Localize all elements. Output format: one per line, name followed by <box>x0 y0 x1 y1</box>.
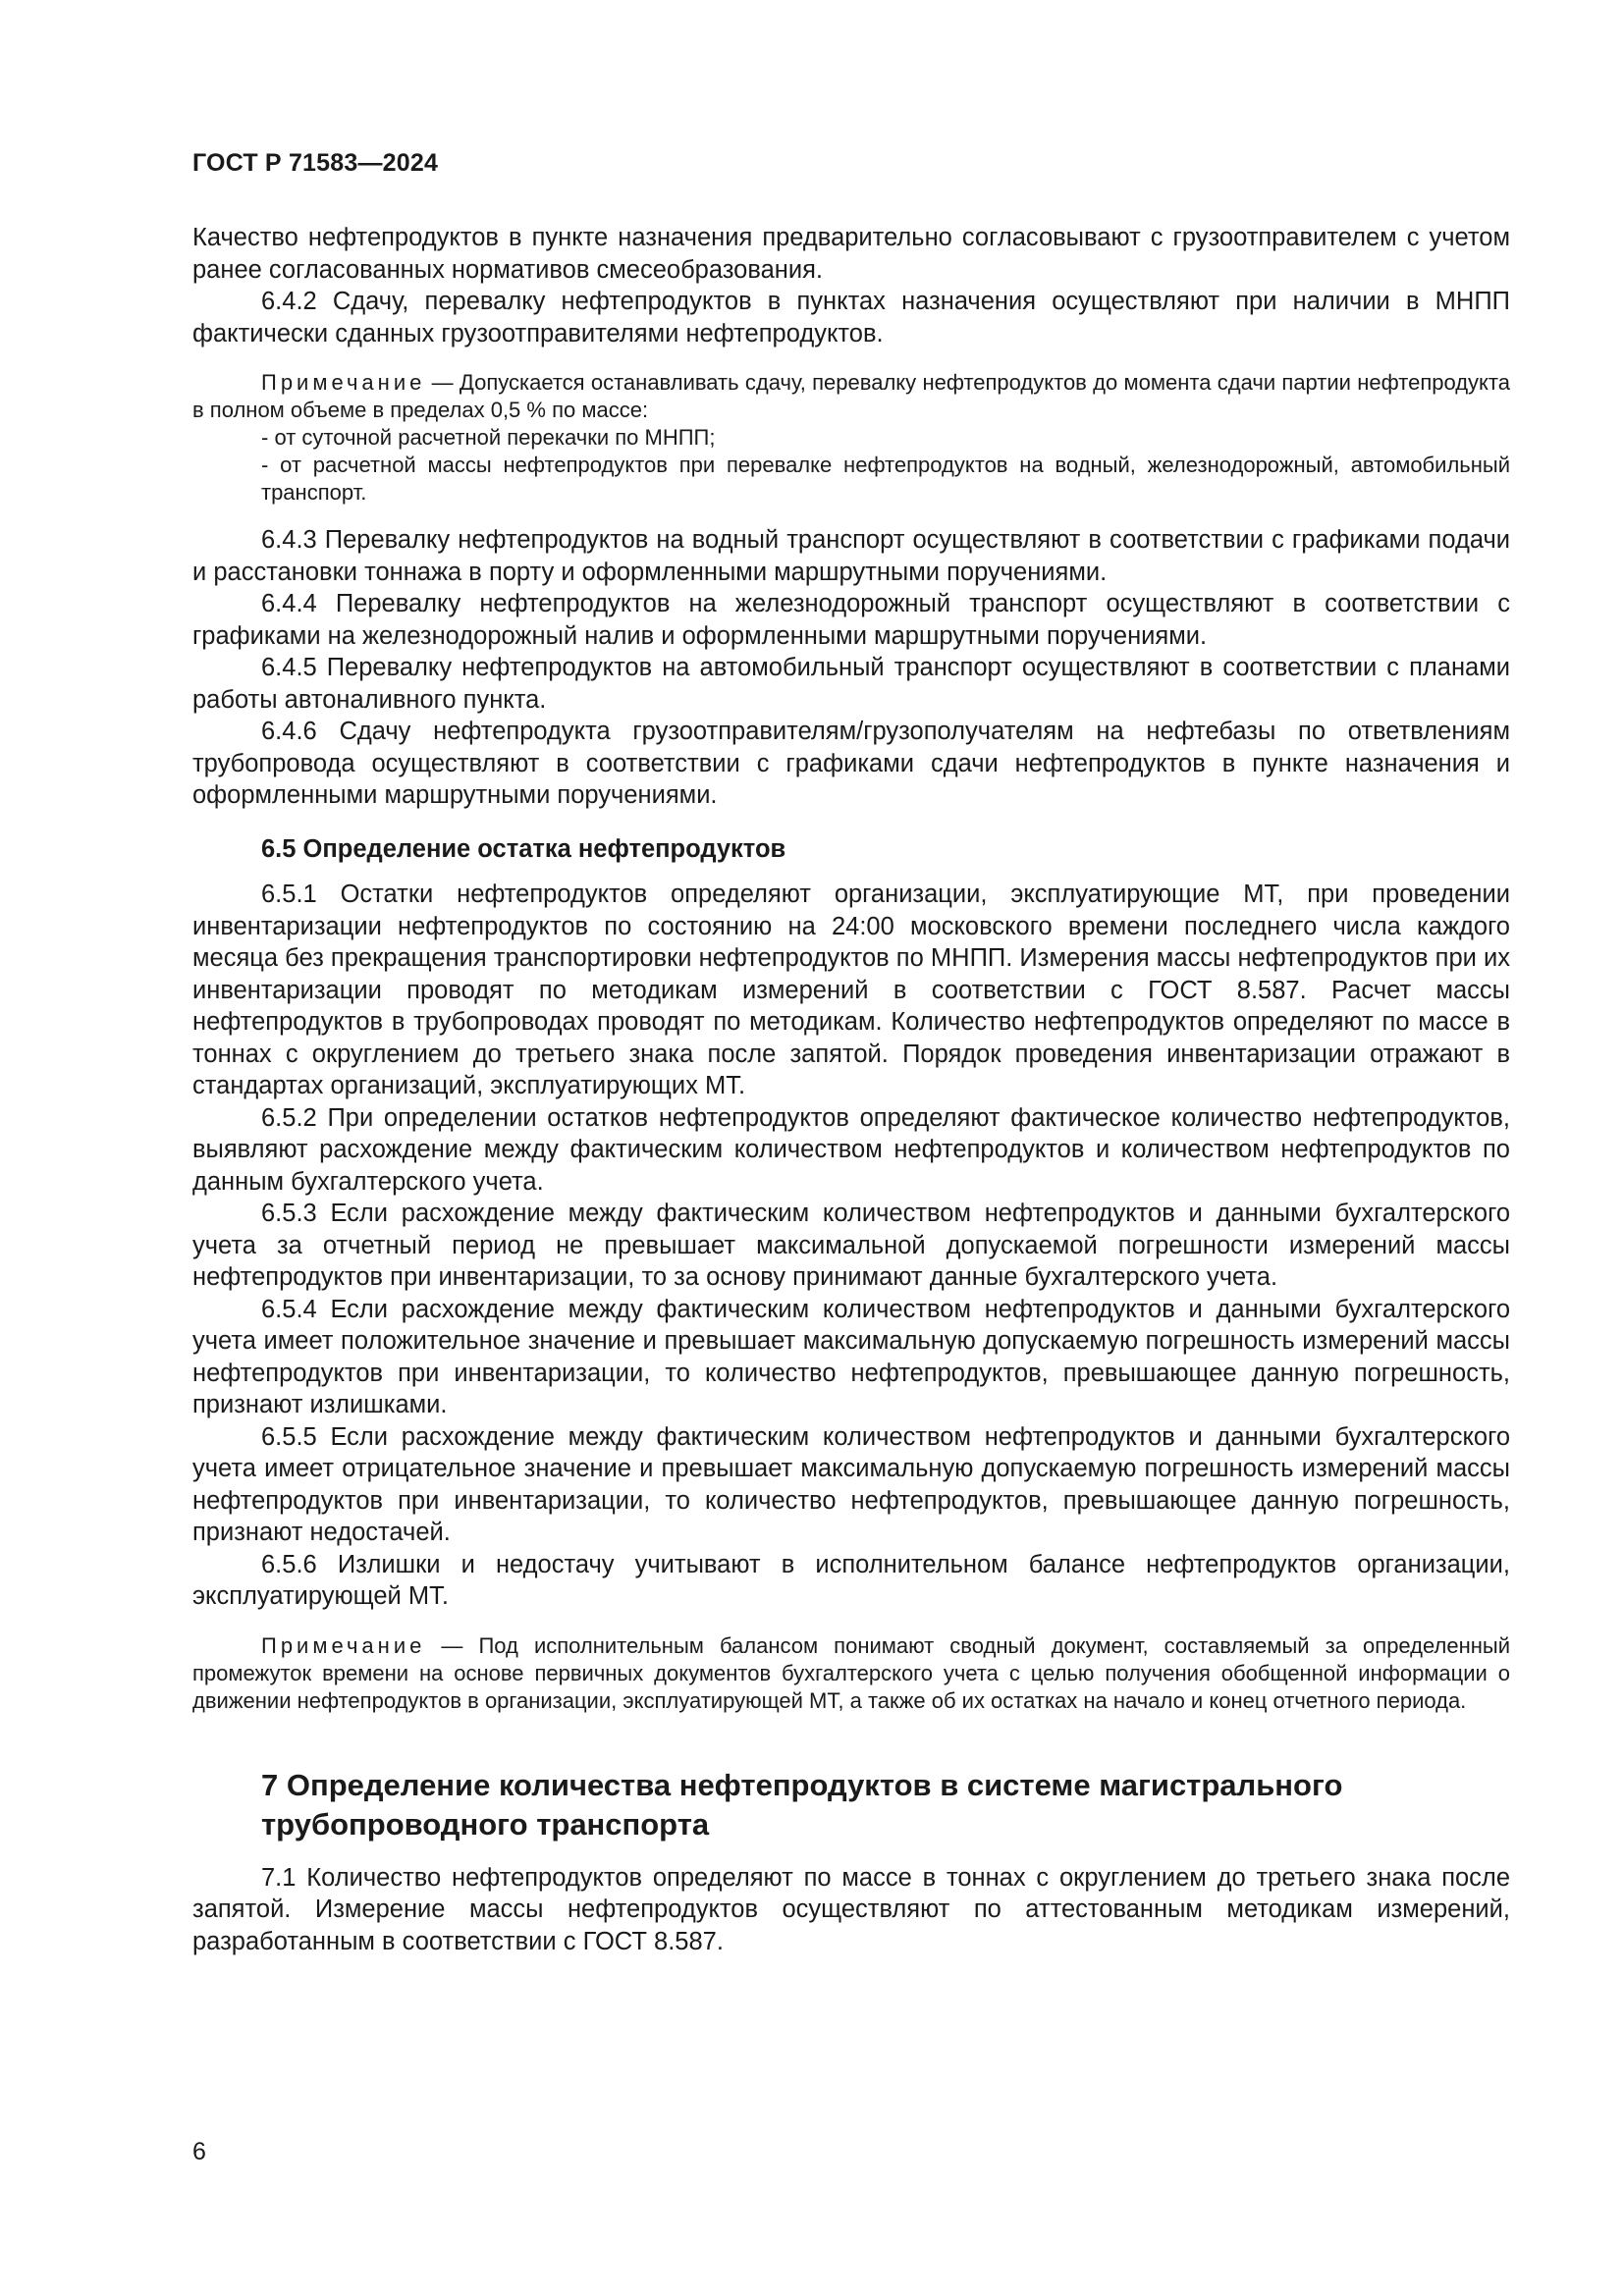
note-1-item: - от расчетной массы нефтепродуктов при перевалке нефтепродуктов на водный, железнодорожный, автомобильный транспорт. <box>261 453 1510 505</box>
paragraph-6-5-1: 6.5.1 Остатки нефтепродуктов определяют организации, эксплуатирующие МТ, при проведении инвентаризации нефтепродуктов по состоянию на 24:00 московского времени последнего числа каждого месяца без прекращения транспортировки нефтепродуктов по МНПП. Измерения массы нефтепродуктов при их инвентаризации проводят по методикам измерений в соответствии с ГОСТ 8.587. Расчет массы нефтепродуктов в трубопроводах проводят по методикам. Количество нефтепродуктов определяют по массе в тоннах с округлением до третьего знака после запятой. Порядок проведения инвентаризации отражают в стандартах организаций, эксплуатирующих МТ. <box>192 881 1510 1099</box>
note-1-head <box>192 369 1510 424</box>
standard-designation: ГОСТ Р 71583—2024 <box>192 149 439 177</box>
section-heading-7: 7 Определение количества нефтепродуктов в системе магистрального трубопроводного транспорта <box>261 1767 1343 1842</box>
paragraph-6-4-4: 6.4.4 Перевалку нефтепродуктов на железнодорожный транспорт осуществляют в соответствии с графиками на железнодорожный налив и оформленными маршрутными поручениями. <box>192 590 1510 650</box>
note-1-label: Примечание <box>261 370 426 395</box>
paragraph-6-4-2: 6.4.2 Сдачу, перевалку нефтепродуктов в пунктах назначения осуществляют при наличии в МНПП фактически сданных грузоотправителями нефтепродуктов. <box>192 288 1510 347</box>
paragraph-7-1: 7.1 Количество нефтепродуктов определяют по массе в тоннах с округлением до третьего знака после запятой. Измерение массы нефтепродуктов осуществляют по аттестованным методикам измерений, разработанным в соответствии с ГОСТ 8.587. <box>192 1863 1510 1955</box>
paragraph-6-4-6: 6.4.6 Сдачу нефтепродукта грузоотправителям/грузополучателям на нефтебазы по ответвлениям трубопровода осуществляют в соответствии с графиками сдачи нефтепродуктов в пункте назначения и оформленными маршрутными поручениями. <box>192 718 1510 809</box>
paragraph-6-4-3: 6.4.3 Перевалку нефтепродуктов на водный транспорт осуществляют в соответствии с графиками подачи и расстановки тоннажа в порту и оформленными маршрутными поручениями. <box>192 526 1510 586</box>
note-block-2 <box>192 1632 1510 1715</box>
paragraph-6-5-4: 6.5.4 Если расхождение между фактическим количеством нефтепродуктов и данными бухгалтерского учета имеет положительное значение и превышает максимальную допускаемую погрешность измерений массы нефтепродуктов при инвентаризации, то количество нефтепродуктов, превышающее данную погрешность, признают излишками. <box>192 1295 1510 1418</box>
document-body <box>192 222 1510 1957</box>
note-2-label: Примечание <box>261 1632 426 1658</box>
page-number: 6 <box>192 2138 206 2165</box>
note-1-text: — Допускается останавливать сдачу, перевалку нефтепродуктов до момента сдачи партии нефтепродукта в полном объеме в пределах 0,5 % по массе: <box>192 370 1510 422</box>
note-2-text: — Под исполнительным балансом понимают сводный документ, составляемый за определенный промежуток времени на основе первичных документов бухгалтерского учета с целью получения обобщенной информации о движении нефтепродуктов в организации, эксплуатирующей МТ, а также об их остатках на начало и конец отчетного периода. <box>192 1632 1510 1713</box>
paragraph-6-5-2: 6.5.2 При определении остатков нефтепродуктов определяют фактическое количество нефтепродуктов, выявляют расхождение между фактическим количеством нефтепродуктов и количеством нефтепродуктов по данным бухгалтерского учета. <box>192 1103 1510 1196</box>
paragraph-6-5-3: 6.5.3 Если расхождение между фактическим количеством нефтепродуктов и данными бухгалтерского учета за отчетный период не превышает максимальной допускаемой погрешности измерений массы нефтепродуктов при инвентаризации, то за основу принимают данные бухгалтерского учета. <box>192 1200 1510 1291</box>
note-block-1 <box>192 369 1510 507</box>
paragraph-quality: Качество нефтепродуктов в пункте назначения предварительно согласовывают с грузоотправителем с учетом ранее согласованных нормативов смесеобразования. <box>192 224 1510 284</box>
paragraph-6-5-6: 6.5.6 Излишки и недостачу учитывают в исполнительном балансе нефтепродуктов организации, эксплуатирующей МТ. <box>192 1550 1510 1610</box>
note-1-item: - от суточной расчетной перекачки по МНПП; <box>261 425 716 450</box>
subsection-heading-6-5: 6.5 Определение остатка нефтепродуктов <box>261 834 786 863</box>
paragraph-6-5-5: 6.5.5 Если расхождение между фактическим количеством нефтепродуктов и данными бухгалтерского учета имеет отрицательное значение и превышает максимальную допускаемую погрешность измерений массы нефтепродуктов при инвентаризации, то количество нефтепродуктов, превышающее данную погрешность, признают недостачей. <box>192 1422 1510 1546</box>
note-2-head <box>192 1632 1510 1715</box>
paragraph-6-4-5: 6.4.5 Перевалку нефтепродуктов на автомобильный транспорт осуществляют в соответствии с планами работы автоналивного пункта. <box>192 654 1510 714</box>
